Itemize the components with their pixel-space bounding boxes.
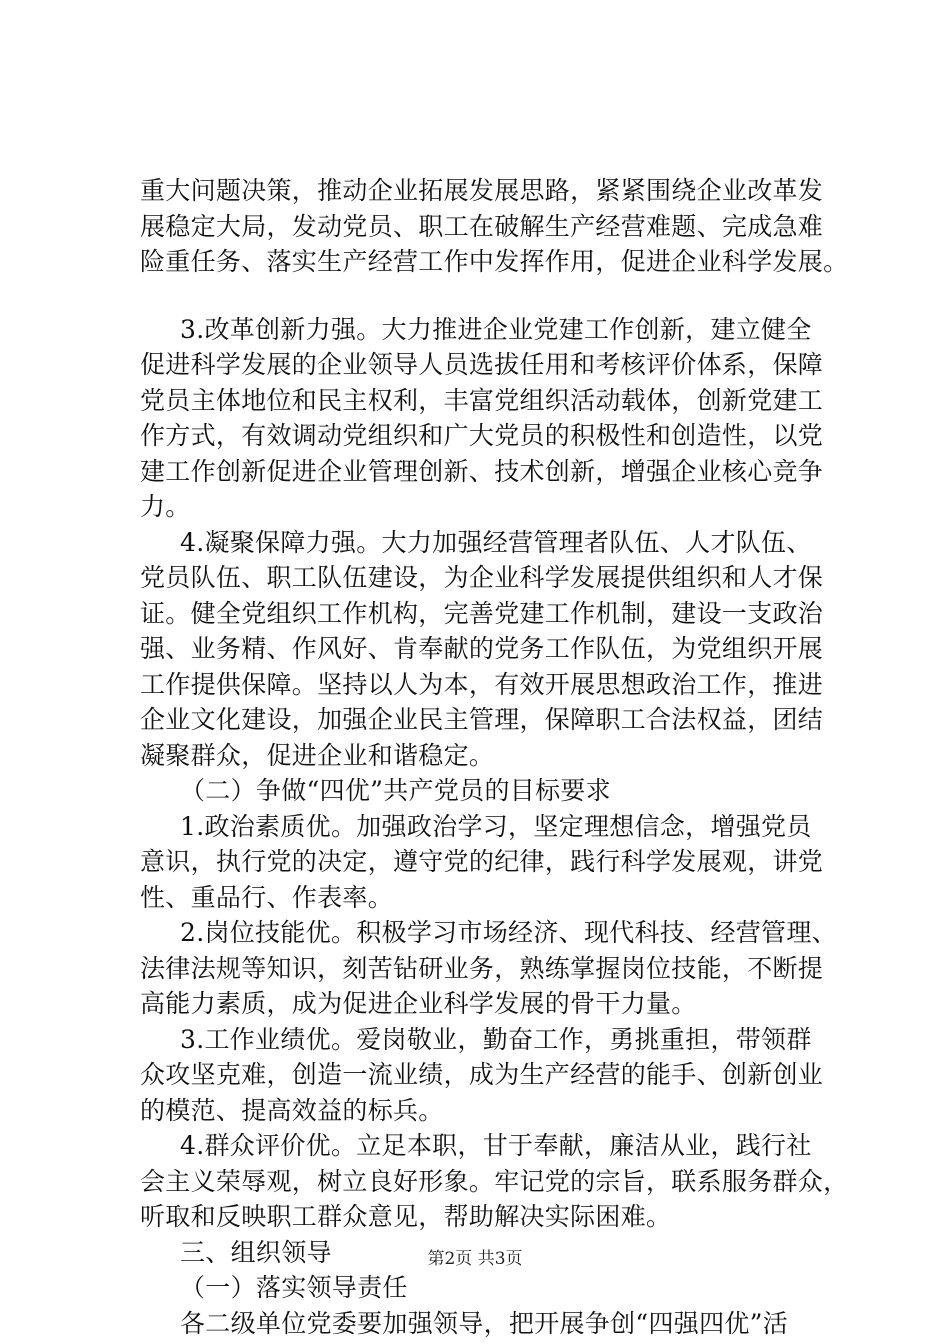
text-line: 法律法规等知识，刻苦钻研业务，熟练掌握岗位技能，不断提 <box>140 953 824 983</box>
text-line: 4.凝聚保障力强。大力加强经营管理者队伍、人才队伍、 <box>180 527 812 557</box>
text-line: 工作提供保障。坚持以人为本，有效开展思想政治工作，推进 <box>140 669 824 699</box>
text-line: 建工作创新促进企业管理创新、技术创新，增强企业核心竞争 <box>140 456 824 486</box>
section-heading: 三、组织领导 <box>180 1237 332 1267</box>
text-line: 企业文化建设，加强企业民主管理，保障职工合法权益，团结 <box>140 705 824 734</box>
text-line: 凝聚群众，促进企业和谐稳定。 <box>140 740 495 770</box>
text-line: 高能力素质，成为促进企业科学发展的骨干力量。 <box>140 989 697 1018</box>
text-line: 展稳定大局，发动党员、职工在破解生产经营难题、完成急难 <box>140 211 824 241</box>
document-body <box>140 173 849 1341</box>
text-line: 作方式，有效调动党组织和广大党员的积极性和创造性，以党 <box>140 421 824 450</box>
text-line: 险重任务、落实生产经营工作中发挥作用，促进企业科学发展。 <box>140 247 849 276</box>
text-line: 力。 <box>140 492 191 521</box>
text-line: 促进科学发展的企业领导人员选拔任用和考核评价体系，保障 <box>140 350 824 379</box>
text-line: 4.群众评价优。立足本职，甘于奉献，廉洁从业，践行社 <box>180 1131 812 1160</box>
text-line: 各二级单位党委要加强领导，把开展争创“四强四优”活 <box>180 1308 789 1338</box>
text-line: 3.改革创新力强。大力推进企业党建工作创新，建立健全 <box>180 314 812 344</box>
text-line: 党员队伍、职工队伍建设，为企业科学发展提供组织和人才保 <box>140 563 824 592</box>
text-line: 1.政治素质优。加强政治学习，坚定理想信念，增强党员 <box>180 811 812 841</box>
page-number-footer: 第2页 共3页 <box>427 1249 523 1269</box>
text-line: 党员主体地位和民主权利，丰富党组织活动载体，创新党建工 <box>140 385 824 415</box>
text-line: 会主义荣辱观，树立良好形象。牢记党的宗旨，联系服务群众， <box>140 1166 849 1196</box>
text-line: 3.工作业绩优。爱岗敬业，勤奋工作，勇挑重担，带领群 <box>180 1024 812 1054</box>
text-line: 2.岗位技能优。积极学习市场经济、现代科技、经营管理、 <box>180 918 837 947</box>
text-line: 证。健全党组织工作机构，完善党建工作机制，建设一支政治 <box>140 598 824 628</box>
subsection-heading: （一）落实领导责任 <box>180 1273 408 1302</box>
text-line: 众攻坚克难，创造一流业绩，成为生产经营的能手、创新创业 <box>140 1060 824 1089</box>
section-heading: （二）争做“四优”共产党员的目标要求 <box>180 776 611 805</box>
text-line: 听取和反映职工群众意见，帮助解决实际困难。 <box>140 1202 672 1231</box>
text-line: 性、重品行、作表率。 <box>140 882 394 912</box>
text-line: 重大问题决策，推动企业拓展发展思路，紧紧围绕企业改革发 <box>140 176 824 205</box>
text-line: 意识，执行党的决定，遵守党的纪律，践行科学发展观，讲党 <box>140 847 824 876</box>
text-line: 的模范、提高效益的标兵。 <box>140 1095 444 1125</box>
paragraph-gap <box>140 280 840 312</box>
text-line: 强、业务精、作风好、肯奉献的党务工作队伍，为党组织开展 <box>140 634 824 663</box>
